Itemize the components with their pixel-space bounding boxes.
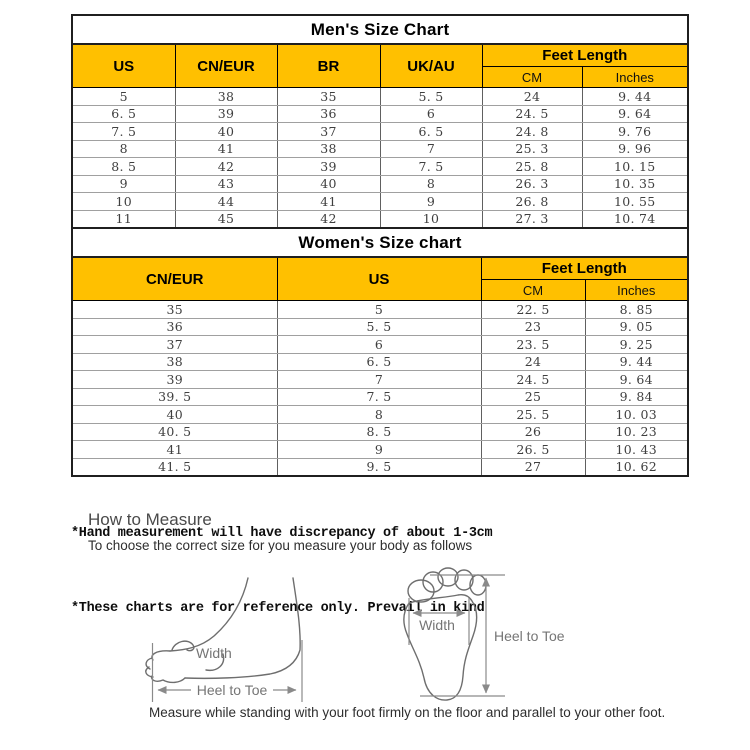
table-row [72, 423, 688, 441]
col-header-cn-eur: CN/EUR [175, 44, 277, 88]
table-cell: 25. 3 [482, 140, 582, 158]
top-heel-to-toe-label: Heel to Toe [494, 628, 565, 644]
table-cell: 40 [175, 123, 277, 141]
table-cell: 7. 5 [380, 158, 482, 176]
table-cell: 23 [481, 318, 585, 336]
table-cell: 5. 5 [277, 318, 481, 336]
side-width-label: Width [196, 645, 232, 661]
table-cell: 39 [277, 158, 380, 176]
table-cell: 6. 5 [380, 123, 482, 141]
womens-chart-body [72, 301, 688, 477]
table-cell: 5 [72, 88, 175, 106]
table-cell: 10. 55 [582, 193, 688, 211]
col-header-feet-length: Feet Length [482, 44, 688, 67]
side-heel-to-toe-label: Heel to Toe [196, 682, 268, 698]
mens-header-row [72, 44, 688, 67]
table-row [72, 123, 688, 141]
table-cell: 10. 23 [585, 423, 688, 441]
table-row [72, 88, 688, 106]
col-header-cn-eur: CN/EUR [72, 257, 277, 301]
table-cell: 38 [175, 88, 277, 106]
table-cell: 9. 25 [585, 336, 688, 354]
footnote-hand-measurement: *Hand measurement will have discrepancy of about 1-3cm [71, 526, 493, 541]
mens-chart-body [72, 88, 688, 229]
mens-chart-title: Men's Size Chart [72, 15, 688, 44]
table-cell: 40 [277, 175, 380, 193]
table-row [72, 158, 688, 176]
table-cell: 8. 5 [277, 423, 481, 441]
measure-caption: Measure while standing with your foot firmly on the floor and parallel to your other foot. [149, 705, 666, 720]
table-cell: 10. 03 [585, 406, 688, 424]
col-header-inches: Inches [582, 67, 688, 88]
table-cell: 9. 64 [585, 371, 688, 389]
col-header-feet-length: Feet Length [481, 257, 688, 280]
table-cell: 27 [481, 458, 585, 476]
footnote-reference-only: *These charts are for reference only. Prevail in kind [71, 601, 485, 616]
table-cell: 26. 8 [482, 193, 582, 211]
table-cell: 38 [277, 140, 380, 158]
foot-side-toes [146, 651, 185, 683]
womens-size-chart-table [71, 227, 689, 477]
table-cell: 7 [380, 140, 482, 158]
table-cell: 42 [277, 210, 380, 228]
table-row [72, 353, 688, 371]
table-row [72, 301, 688, 319]
table-cell: 9. 84 [585, 388, 688, 406]
table-cell: 39. 5 [72, 388, 277, 406]
table-cell: 36 [72, 318, 277, 336]
table-cell: 9. 76 [582, 123, 688, 141]
table-cell: 7 [277, 371, 481, 389]
table-cell: 8 [72, 140, 175, 158]
table-cell: 22. 5 [481, 301, 585, 319]
col-header-uk-au: UK/AU [380, 44, 482, 88]
table-cell: 11 [72, 210, 175, 228]
table-cell: 9. 44 [582, 88, 688, 106]
table-cell: 40. 5 [72, 423, 277, 441]
table-cell: 45 [175, 210, 277, 228]
foot-top-view-drawing [404, 568, 565, 700]
table-cell: 36 [277, 105, 380, 123]
table-row [72, 140, 688, 158]
table-cell: 38 [72, 353, 277, 371]
table-cell: 37 [277, 123, 380, 141]
table-cell: 9. 5 [277, 458, 481, 476]
table-cell: 23. 5 [481, 336, 585, 354]
table-cell: 10. 15 [582, 158, 688, 176]
foot-sole-outline [404, 595, 477, 700]
table-cell: 27. 3 [482, 210, 582, 228]
how-to-measure-subtitle: To choose the correct size for you measure your body as follows [88, 538, 473, 553]
foot-side-view-drawing [146, 578, 302, 702]
col-header-br: BR [277, 44, 380, 88]
mens-chart-title-row [72, 15, 688, 44]
table-row [72, 210, 688, 228]
table-cell: 26. 5 [481, 441, 585, 459]
table-cell: 26. 3 [482, 175, 582, 193]
table-cell: 41 [175, 140, 277, 158]
table-cell: 6. 5 [277, 353, 481, 371]
table-cell: 6. 5 [72, 105, 175, 123]
col-header-inches: Inches [585, 280, 688, 301]
table-cell: 26 [481, 423, 585, 441]
col-header-us: US [72, 44, 175, 88]
table-cell: 5 [277, 301, 481, 319]
table-cell: 10 [72, 193, 175, 211]
table-cell: 24 [481, 353, 585, 371]
table-cell: 8 [277, 406, 481, 424]
table-cell: 25. 5 [481, 406, 585, 424]
table-cell: 7. 5 [277, 388, 481, 406]
col-header-us: US [277, 257, 481, 301]
table-cell: 24 [482, 88, 582, 106]
table-cell: 10. 43 [585, 441, 688, 459]
table-cell: 10. 62 [585, 458, 688, 476]
foot-side-outline [170, 578, 248, 651]
how-to-measure-title: How to Measure [88, 510, 212, 529]
mens-size-chart-table [71, 14, 689, 229]
table-row [72, 105, 688, 123]
table-cell: 9. 05 [585, 318, 688, 336]
table-cell: 24. 5 [482, 105, 582, 123]
womens-chart-title: Women's Size chart [72, 228, 688, 257]
col-header-cm: CM [482, 67, 582, 88]
table-row [72, 388, 688, 406]
table-cell: 7. 5 [72, 123, 175, 141]
table-cell: 43 [175, 175, 277, 193]
table-cell: 10. 74 [582, 210, 688, 228]
table-cell: 10. 35 [582, 175, 688, 193]
table-row [72, 336, 688, 354]
table-cell: 9 [277, 441, 481, 459]
top-width-label: Width [419, 617, 455, 633]
table-cell: 39 [175, 105, 277, 123]
womens-header-row [72, 257, 688, 280]
foot-side-back-leg [185, 578, 300, 678]
measure-diagrams [0, 555, 750, 705]
table-cell: 37 [72, 336, 277, 354]
table-row [72, 441, 688, 459]
table-cell: 41. 5 [72, 458, 277, 476]
table-cell: 35 [277, 88, 380, 106]
table-cell: 42 [175, 158, 277, 176]
table-cell: 39 [72, 371, 277, 389]
table-cell: 5. 5 [380, 88, 482, 106]
table-cell: 9 [72, 175, 175, 193]
table-cell: 9. 44 [585, 353, 688, 371]
table-cell: 41 [72, 441, 277, 459]
table-row [72, 193, 688, 211]
table-cell: 9. 96 [582, 140, 688, 158]
table-cell: 25 [481, 388, 585, 406]
womens-chart-title-row [72, 228, 688, 257]
col-header-cm: CM [481, 280, 585, 301]
table-cell: 24. 8 [482, 123, 582, 141]
table-cell: 44 [175, 193, 277, 211]
table-row [72, 318, 688, 336]
table-cell: 25. 8 [482, 158, 582, 176]
table-row [72, 371, 688, 389]
table-cell: 8. 85 [585, 301, 688, 319]
table-cell: 8 [380, 175, 482, 193]
table-cell: 9. 64 [582, 105, 688, 123]
table-cell: 10 [380, 210, 482, 228]
table-cell: 9 [380, 193, 482, 211]
table-row [72, 406, 688, 424]
table-cell: 6 [277, 336, 481, 354]
table-row [72, 175, 688, 193]
table-cell: 6 [380, 105, 482, 123]
table-cell: 24. 5 [481, 371, 585, 389]
table-cell: 41 [277, 193, 380, 211]
table-cell: 40 [72, 406, 277, 424]
table-cell: 8. 5 [72, 158, 175, 176]
table-cell: 35 [72, 301, 277, 319]
